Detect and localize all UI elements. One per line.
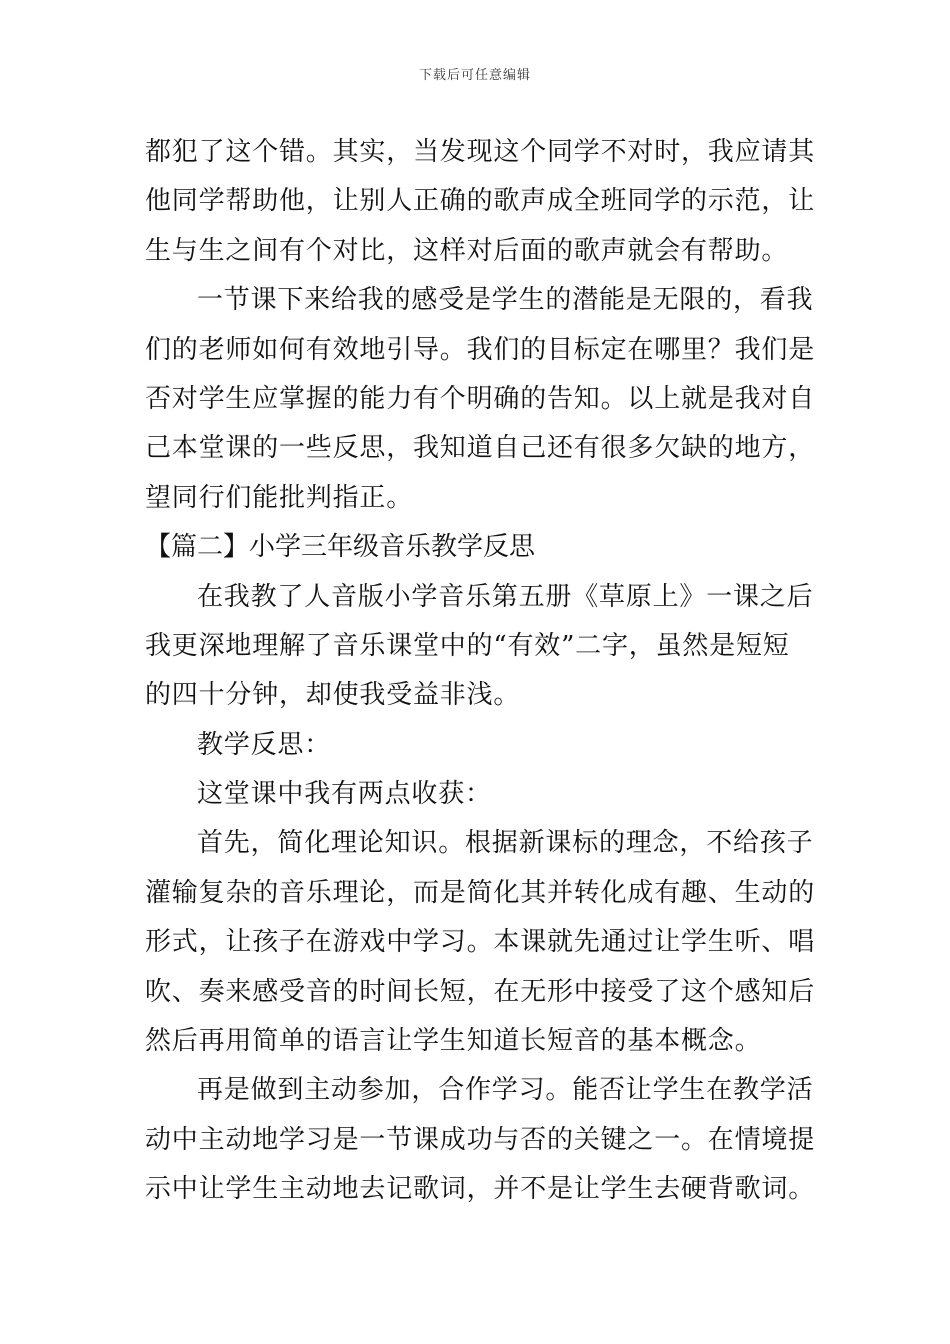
- text-line: 他同学帮助他，让别人正确的歌声成全班同学的示范，让: [145, 186, 816, 217]
- paragraph-start-line: 这堂课中我有两点收获：: [197, 779, 492, 810]
- text-line: 灌输复杂的音乐理论，而是简化其并转化成有趣、生动的: [145, 877, 816, 908]
- paragraph-start-line: 首先，简化理论知识。根据新课标的理念，不给孩子: [197, 828, 814, 859]
- text-line: 都犯了这个错。其实，当发现这个同学不对时，我应请其: [145, 137, 816, 167]
- subheading-line: 教学反思：: [197, 729, 332, 760]
- text-line: 我更深地理解了音乐课堂中的“有效”二字，虽然是短短: [145, 630, 790, 661]
- document-body: [145, 128, 816, 1215]
- text-line: 们的老师如何有效地引导。我们的目标定在哪里？我们是: [145, 334, 816, 365]
- section-heading: 【篇二】小学三年级音乐教学反思: [145, 532, 536, 563]
- text-line: 然后再用简单的语言让学生知道长短音的基本概念。: [145, 1026, 762, 1057]
- text-line: 己本堂课的一些反思，我知道自己还有很多欠缺的地方，: [145, 433, 816, 464]
- text-line: 形式，让孩子在游戏中学习。本课就先通过让学生听、唱: [145, 927, 816, 958]
- text-line: 吹、奏来感受音的时间长短，在无形中接受了这个感知后: [145, 976, 816, 1007]
- paragraph-start-line: 再是做到主动参加，合作学习。能否让学生在教学活: [197, 1075, 814, 1106]
- text-line: 的四十分钟，却使我受益非浅。: [145, 680, 521, 711]
- page-header: 下载后可任意编辑: [418, 68, 531, 83]
- paragraph-start-line: 在我教了人音版小学音乐第五册《草原上》一课之后: [197, 581, 814, 612]
- text-line: 示中让学生主动地去记歌词，并不是让学生去硬背歌词。: [145, 1174, 816, 1205]
- text-line: 否对学生应掌握的能力有个明确的告知。以上就是我对自: [145, 383, 816, 414]
- text-line: 望同行们能批判指正。: [145, 482, 414, 513]
- paragraph-start-line: 一节课下来给我的感受是学生的潜能是无限的，看我: [197, 285, 814, 316]
- text-line: 生与生之间有个对比，这样对后面的歌声就会有帮助。: [145, 235, 789, 266]
- text-line: 动中主动地学习是一节课成功与否的关键之一。在情境提: [145, 1124, 816, 1155]
